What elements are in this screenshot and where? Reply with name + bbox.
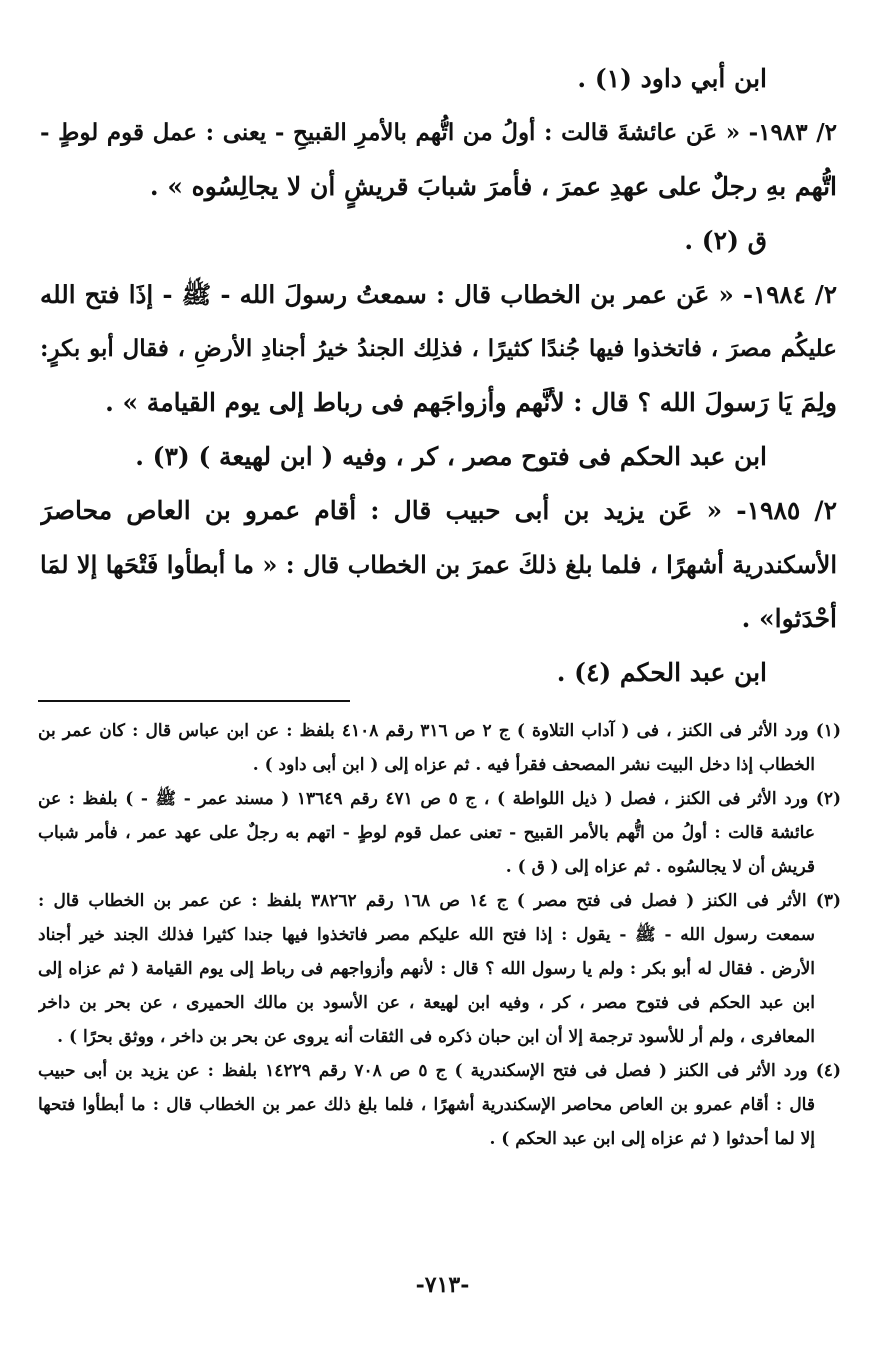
footnote-line: ابن عبد الحكم فى فتوح مصر ، كر ، وفيه ابن لهيعة ، عن الأسود بن مالك الحميرى ، عن بحر بن داخر (38, 993, 815, 1013)
footnote-line: قريش أن لا يجالسُوه . ثم عزاه إلى ( ق ) . (505, 857, 815, 877)
footnote-line: (٣) الأثر فى الكنز ( فصل فى فتح مصر ) ج ١٤ ص ١٦٨ رقم ٣٨٢٦٢ بلفظ : عن عمر بن الخطاب قال : (38, 891, 841, 911)
text-line: اتُّهم بهِ رجلٌ على عهدِ عمرَ ، فأمرَ شبابَ قريشٍ أن لا يجالِسُوه » . (149, 172, 837, 201)
text-line: ابن عبد الحكم فى فتوح مصر ، كر ، وفيه ( ابن لهيعة ) (٣) . (135, 442, 767, 471)
text-line: ابن أبي داود (١) . (577, 64, 767, 93)
footnote-line: (٢) ورد الأثر فى الكنز ، فصل ( ذيل اللواطة ) ، ج ٥ ص ٤٧١ رقم ١٣٦٤٩ ( مسند عمر - ﷺ - ) بلفظ : عن (38, 789, 841, 809)
footnote-line: المعافرى ، ولم أر للأسود ترجمة إلا أن ابن حبان ذكره فى الثقات أنه يروى عن بحر بن داخر ، ووثق بحرًا ) . (57, 1027, 815, 1047)
text-line: ولِمَ يَا رَسولَ الله ؟ قال : لأنَّهم وأزواجَهم فى رباط إلى يوم القيامة » . (105, 388, 837, 417)
footnote-line: إلا لما أحدثوا ( ثم عزاه إلى ابن عبد الحكم ) . (489, 1129, 815, 1149)
footnote-separator (38, 700, 350, 702)
text-line: ٢/ ١٩٨٤- « عَن عمر بن الخطاب قال : سمعتُ رسولَ الله - ﷺ - إذَا فتح الله (40, 280, 837, 309)
text-line: ق (٢) . (684, 226, 767, 255)
footnote-line: (٤) ورد الأثر فى الكنز ( فصل فى فتح الإسكندرية ) ج ٥ ص ٧٠٨ رقم ١٤٢٢٩ بلفظ : عن يزيد بن أبى حبيب (38, 1061, 841, 1081)
footnote-line: الخطاب إذا دخل البيت نشر المصحف فقرأ فيه . ثم عزاه إلى ( ابن أبى داود ) . (252, 755, 815, 775)
text-line: ابن عبد الحكم (٤) . (556, 658, 767, 687)
text-line: عليكُم مصرَ ، فاتخذوا فيها جُندًا كثيرًا ، فذلِك الجندُ خيرُ أجنادِ الأرضِ ، فقال أبو بكرٍ: (40, 335, 837, 362)
text-line: أحْدَثوا» . (741, 604, 837, 633)
footnotes (38, 714, 841, 1156)
footnote-line: قال : أقام عمرو بن العاص محاصر الإسكندرية أشهرًا ، فلما بلغ ذلك عمر بن الخطاب قال : ما أبطأوا فتحها (38, 1095, 815, 1115)
text-line: الأسكندرية أشهرًا ، فلما بلغ ذلكَ عمرَ بن الخطاب قال : « ما أبطأوا فَتْحَها إلا لمَا (40, 550, 837, 579)
page-number: -٧١٣- (415, 1272, 470, 1298)
text-line: ٢/ ١٩٨٥- « عَن يزيد بن أبى حبيب قال : أقام عمرو بن العاص محاصرَ (40, 496, 837, 525)
footnote-line: (١) ورد الأثر فى الكنز ، فى ( آداب التلاوة ) ج ٢ ص ٣١٦ رقم ٤١٠٨ بلفظ : عن ابن عباس قال : كان عمر بن (38, 721, 841, 741)
footnote-line: سمعت رسول الله - ﷺ - يقول : إذا فتح الله عليكم مصر فاتخذوا فيها جندا كثيرا فذلك الجند خير أجناد (38, 925, 815, 945)
main-text (40, 52, 837, 700)
footnote-line: عائشة قالت : أولُ من اتُّهم بالأمر القبيح - تعنى عمل قوم لوطٍ - اتهم به رجلٌ على عهد عمر ، فأمر شباب (38, 823, 815, 843)
footnote-line: الأرض . فقال له أبو بكر : ولم يا رسول الله ؟ قال : لأنهم وأزواجهم فى رباط إلى يوم القيامة ( ثم عزاه إلى (38, 959, 815, 979)
text-line: ٢/ ١٩٨٣- « عَن عائشةَ قالت : أولُ من اتُّهم بالأمرِ القبيحِ - يعنى : عمل قوم لوطٍ - (40, 119, 837, 146)
